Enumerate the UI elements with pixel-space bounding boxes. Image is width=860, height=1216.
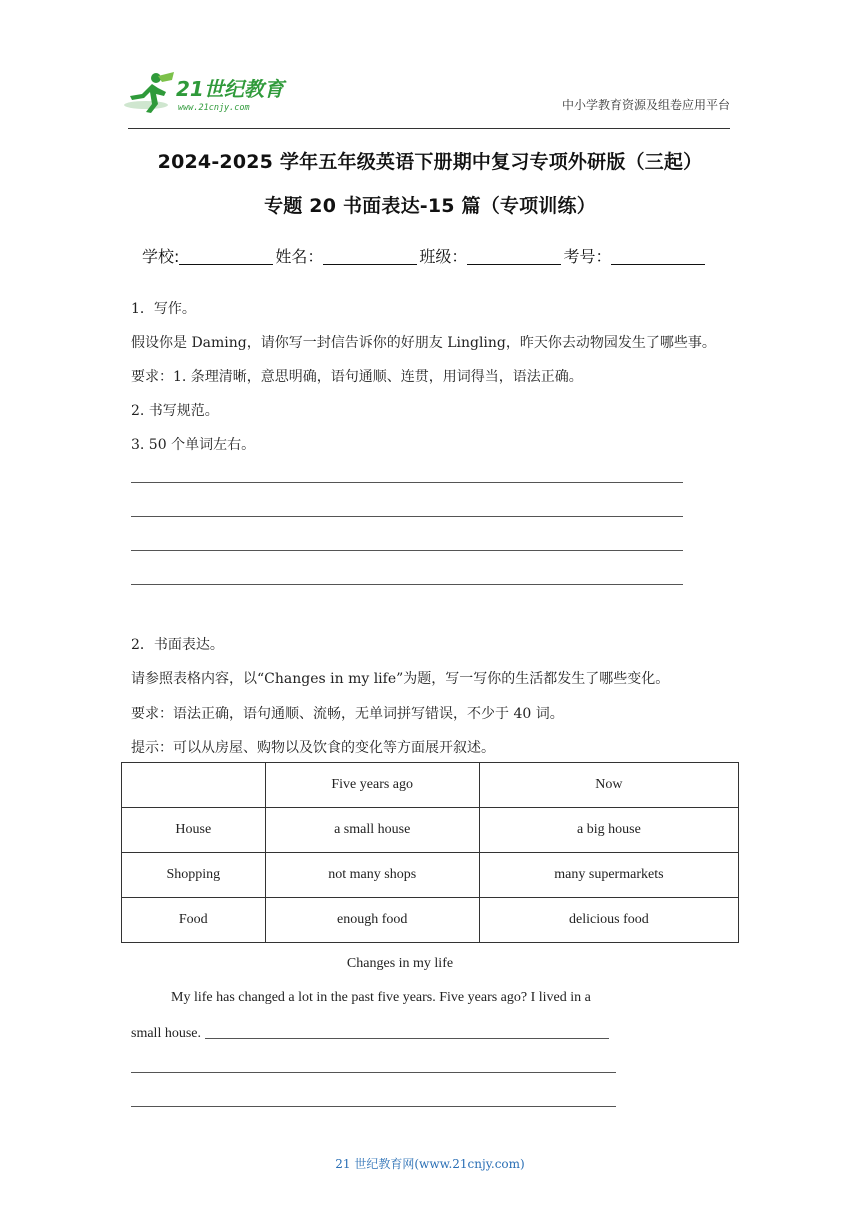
table-cell: many supermarkets	[479, 853, 738, 898]
table-cell: Shopping	[122, 853, 266, 898]
header-divider	[128, 128, 730, 129]
school-field[interactable]	[179, 248, 273, 265]
q2-prompt: 请参照表格内容，以“Changes in my life”为题，写一写你的生活都发生了哪些变化。	[131, 671, 670, 687]
runner-logo-icon	[122, 70, 292, 116]
number-label: 考号：	[563, 247, 612, 266]
table-cell: Five years ago	[265, 763, 479, 808]
q2-heading: 2．书面表达。	[131, 637, 224, 653]
table-cell: House	[122, 808, 266, 853]
q1-requirement-3: 3. 50 个单词左右。	[131, 437, 256, 453]
q1-requirement-2: 2. 书写规范。	[131, 403, 219, 419]
table-row	[122, 853, 739, 898]
table-header-row	[122, 763, 739, 808]
table-cell: delicious food	[479, 898, 738, 943]
q1-heading: 1．写作。	[131, 301, 196, 317]
school-label: 学校:	[142, 247, 180, 266]
platform-tagline: 中小学教育资源及组卷应用平台	[561, 98, 730, 112]
essay-answer-line[interactable]	[131, 1072, 616, 1073]
page-subtitle: 专题 20 书面表达-15 篇（专项训练）	[264, 195, 596, 217]
site-logo	[122, 70, 292, 116]
table-row	[122, 808, 739, 853]
table-cell: Now	[479, 763, 738, 808]
q1-answer-line[interactable]	[131, 584, 683, 585]
q1-answer-line[interactable]	[131, 516, 683, 517]
q1-answer-line[interactable]	[131, 482, 683, 483]
essay-line-2	[131, 1024, 609, 1042]
logo-text: 21世纪教育	[176, 77, 284, 101]
table-cell	[122, 763, 266, 808]
essay-title: Changes in my life	[346, 956, 454, 971]
student-info	[142, 244, 707, 267]
q1-requirement-1: 要求：1. 条理清晰，意思明确，语句通顺、连贯，用词得当，语法正确。	[131, 369, 583, 385]
essay-answer-line[interactable]	[131, 1106, 616, 1107]
table-cell: Food	[122, 898, 266, 943]
table-row	[122, 898, 739, 943]
footer-source: 21 世纪教育网(www.21cnjy.com)	[335, 1157, 525, 1171]
page-title: 2024-2025 学年五年级英语下册期中复习专项外研版（三起）	[157, 151, 703, 173]
q1-answer-line[interactable]	[131, 550, 683, 551]
table-cell: not many shops	[265, 853, 479, 898]
changes-table	[121, 762, 739, 943]
class-field[interactable]	[467, 248, 561, 265]
number-field[interactable]	[611, 248, 705, 265]
logo-url: www.21cnjy.com	[178, 103, 250, 113]
essay-start: small house.	[131, 1026, 201, 1041]
essay-answer-line[interactable]	[205, 1024, 609, 1039]
table-cell: enough food	[265, 898, 479, 943]
table-cell: a small house	[265, 808, 479, 853]
essay-line-1: My life has changed a lot in the past five years. Five years ago? I lived in a	[171, 990, 591, 1005]
table-cell: a big house	[479, 808, 738, 853]
q2-requirement: 要求：语法正确，语句通顺、流畅，无单词拼写错误，不少于 40 词。	[131, 706, 564, 722]
name-label: 姓名：	[275, 247, 324, 266]
q1-prompt: 假设你是 Daming，请你写一封信告诉你的好朋友 Lingling，昨天你去动物园发生了哪些事。	[131, 335, 716, 351]
class-label: 班级：	[419, 247, 468, 266]
q2-hint: 提示：可以从房屋、购物以及饮食的变化等方面展开叙述。	[131, 740, 495, 756]
name-field[interactable]	[323, 248, 417, 265]
